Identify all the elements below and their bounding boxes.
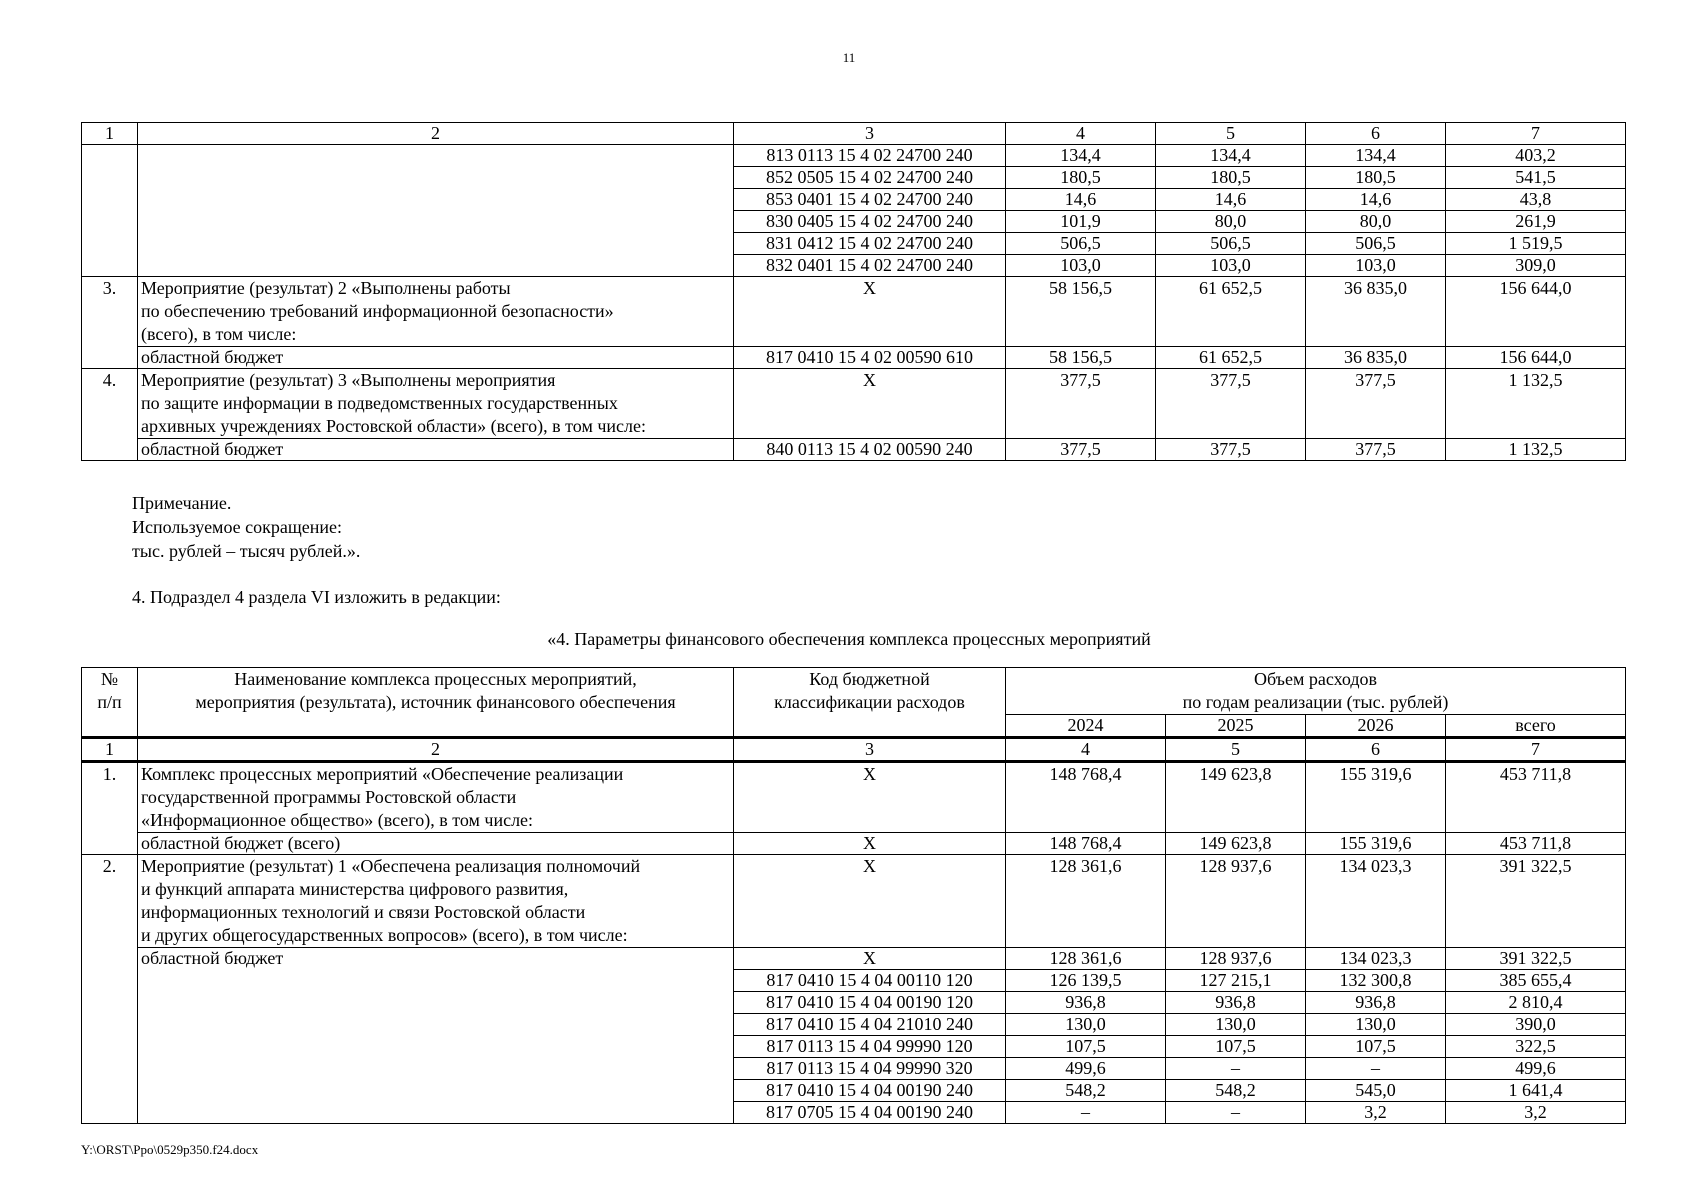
financing-parameters-table [81, 667, 1626, 1124]
item-number: 2. [82, 855, 138, 1124]
value-2025: 377,5 [1156, 439, 1306, 461]
budget-code: Х [734, 833, 1006, 855]
value-2026: 936,8 [1306, 992, 1446, 1014]
empty-cell [138, 145, 734, 277]
funding-source: областной бюджет [138, 347, 734, 369]
value-2025: 61 652,5 [1156, 277, 1306, 347]
value-2025: 103,0 [1156, 255, 1306, 277]
col-index-6: 6 [1306, 123, 1446, 145]
value-2026: 107,5 [1306, 1036, 1446, 1058]
value-2026: 103,0 [1306, 255, 1446, 277]
value-2026: 80,0 [1306, 211, 1446, 233]
header-name: Наименование комплекса процессных мероприятий, мероприятия (результата), источник финансового обеспечения [138, 668, 734, 738]
value-total: 3,2 [1446, 1102, 1626, 1124]
budget-code: 840 0113 15 4 02 00590 240 [734, 439, 1006, 461]
header-number: № п/п [82, 668, 138, 738]
value-2024: 936,8 [1006, 992, 1166, 1014]
budget-code: 817 0410 15 4 04 00190 240 [734, 1080, 1006, 1102]
item-number: 1. [82, 762, 138, 855]
value-2025: 149 623,8 [1166, 762, 1306, 833]
value-2025: 134,4 [1156, 145, 1306, 167]
col-index-2: 2 [138, 123, 734, 145]
item-number: 4. [82, 369, 138, 461]
value-2025: – [1166, 1102, 1306, 1124]
value-2026: 132 300,8 [1306, 970, 1446, 992]
header-row [82, 668, 1626, 715]
col-index-7: 7 [1446, 123, 1626, 145]
value-2024: 128 361,6 [1006, 948, 1166, 970]
value-2024: 14,6 [1006, 189, 1156, 211]
budget-code: Х [734, 369, 1006, 439]
item-name: Мероприятие (результат) 3 «Выполнены мероприятия по защите информации в подведомственных государственных архивных учреждениях Ростовской области» (всего), в том числе: [138, 369, 734, 439]
value-2026: 36 835,0 [1306, 347, 1446, 369]
table-row [82, 347, 1626, 369]
value-2026: 134 023,3 [1306, 855, 1446, 948]
value-2026: 377,5 [1306, 369, 1446, 439]
value-total: 156 644,0 [1446, 347, 1626, 369]
value-2025: 149 623,8 [1166, 833, 1306, 855]
value-2024: 499,6 [1006, 1058, 1166, 1080]
value-2025: 130,0 [1166, 1014, 1306, 1036]
value-2026: 377,5 [1306, 439, 1446, 461]
value-2024: 377,5 [1006, 439, 1156, 461]
value-total: 1 641,4 [1446, 1080, 1626, 1102]
note-abbreviation-label: Используемое сокращение: [132, 517, 342, 537]
note-abbreviation: тыс. рублей – тысяч рублей.». [132, 541, 361, 561]
value-2026: 36 835,0 [1306, 277, 1446, 347]
col-index-3: 3 [734, 123, 1006, 145]
page-number: 11 [842, 50, 856, 65]
value-2024: 130,0 [1006, 1014, 1166, 1036]
value-2024: 506,5 [1006, 233, 1156, 255]
value-2025: 107,5 [1166, 1036, 1306, 1058]
item-name: Мероприятие (результат) 1 «Обеспечена реализация полномочий и функций аппарата министерства цифрового развития, информационных технологий и связи Ростовской области и других общегосударственных вопросов» (всего), в том числе: [138, 855, 734, 948]
budget-code: Х [734, 277, 1006, 347]
value-2026: 134,4 [1306, 145, 1446, 167]
value-2026: 506,5 [1306, 233, 1446, 255]
value-2026: 134 023,3 [1306, 948, 1446, 970]
col-index-3: 3 [734, 738, 1006, 762]
budget-code: 813 0113 15 4 02 24700 240 [734, 145, 1006, 167]
value-2024: 548,2 [1006, 1080, 1166, 1102]
funding-source: областной бюджет (всего) [138, 833, 734, 855]
budget-code: 817 0113 15 4 04 99990 320 [734, 1058, 1006, 1080]
value-2024: 58 156,5 [1006, 277, 1156, 347]
table-row [82, 439, 1626, 461]
budget-code: 817 0113 15 4 04 99990 120 [734, 1036, 1006, 1058]
value-total: 453 711,8 [1446, 833, 1626, 855]
file-path-footer: Y:\ORST\Ppo\0529p350.f24.docx [81, 1142, 259, 1157]
col-index-5: 5 [1156, 123, 1306, 145]
table-row [82, 762, 1626, 833]
value-2024: 58 156,5 [1006, 347, 1156, 369]
budget-code: 817 0705 15 4 04 00190 240 [734, 1102, 1006, 1124]
budget-code: 830 0405 15 4 02 24700 240 [734, 211, 1006, 233]
funding-source: областной бюджет [138, 439, 734, 461]
header-volume: Объем расходов по годам реализации (тыс. рублей) [1006, 668, 1626, 715]
col-index-1: 1 [82, 123, 138, 145]
budget-code: Х [734, 855, 1006, 948]
value-2025: 128 937,6 [1166, 948, 1306, 970]
value-total: 309,0 [1446, 255, 1626, 277]
item-name: Мероприятие (результат) 2 «Выполнены работы по обеспечению требований информационной безопасности» (всего), в том числе: [138, 277, 734, 347]
value-2026: 3,2 [1306, 1102, 1446, 1124]
value-2025: 377,5 [1156, 369, 1306, 439]
budget-code: 852 0505 15 4 02 24700 240 [734, 167, 1006, 189]
table-row [82, 145, 1626, 167]
value-2026: 155 319,6 [1306, 762, 1446, 833]
col-index-6: 6 [1306, 738, 1446, 762]
value-total: 499,6 [1446, 1058, 1626, 1080]
value-2025: 127 215,1 [1166, 970, 1306, 992]
value-total: 390,0 [1446, 1014, 1626, 1036]
header-year-2025: 2025 [1166, 715, 1306, 738]
value-2024: 377,5 [1006, 369, 1156, 439]
col-index-4: 4 [1006, 738, 1166, 762]
value-2025: 936,8 [1166, 992, 1306, 1014]
value-2025: 61 652,5 [1156, 347, 1306, 369]
value-2026: 14,6 [1306, 189, 1446, 211]
value-2024: – [1006, 1102, 1166, 1124]
financing-table-continuation [81, 122, 1626, 461]
table-row [82, 833, 1626, 855]
value-2026: – [1306, 1058, 1446, 1080]
value-total: 261,9 [1446, 211, 1626, 233]
col-index-4: 4 [1006, 123, 1156, 145]
amendment-paragraph: 4. Подраздел 4 раздела VI изложить в редакции: [132, 587, 501, 607]
value-total: 391 322,5 [1446, 855, 1626, 948]
value-2024: 101,9 [1006, 211, 1156, 233]
value-total: 1 132,5 [1446, 439, 1626, 461]
header-total: всего [1446, 715, 1626, 738]
table-row [82, 855, 1626, 948]
col-index-2: 2 [138, 738, 734, 762]
section-title: «4. Параметры финансового обеспечения комплекса процессных мероприятий [547, 629, 1151, 649]
value-2024: 128 361,6 [1006, 855, 1166, 948]
header-budget-code: Код бюджетной классификации расходов [734, 668, 1006, 738]
value-2026: 545,0 [1306, 1080, 1446, 1102]
value-2025: 180,5 [1156, 167, 1306, 189]
value-total: 43,8 [1446, 189, 1626, 211]
budget-code: 817 0410 15 4 04 21010 240 [734, 1014, 1006, 1036]
table-row [82, 277, 1626, 347]
empty-cell [82, 145, 138, 277]
value-total: 453 711,8 [1446, 762, 1626, 833]
value-2026: 180,5 [1306, 167, 1446, 189]
value-2025: – [1166, 1058, 1306, 1080]
value-2025: 548,2 [1166, 1080, 1306, 1102]
budget-code: 817 0410 15 4 04 00110 120 [734, 970, 1006, 992]
value-2025: 506,5 [1156, 233, 1306, 255]
value-2026: 155 319,6 [1306, 833, 1446, 855]
value-total: 156 644,0 [1446, 277, 1626, 347]
value-total: 2 810,4 [1446, 992, 1626, 1014]
budget-code: 853 0401 15 4 02 24700 240 [734, 189, 1006, 211]
funding-source: областной бюджет [138, 948, 734, 1124]
value-2025: 14,6 [1156, 189, 1306, 211]
value-2024: 126 139,5 [1006, 970, 1166, 992]
value-2024: 107,5 [1006, 1036, 1166, 1058]
value-2024: 180,5 [1006, 167, 1156, 189]
col-index-1: 1 [82, 738, 138, 762]
value-2024: 134,4 [1006, 145, 1156, 167]
column-index-row [82, 738, 1626, 762]
budget-code: 831 0412 15 4 02 24700 240 [734, 233, 1006, 255]
value-total: 1 519,5 [1446, 233, 1626, 255]
value-2025: 80,0 [1156, 211, 1306, 233]
value-total: 541,5 [1446, 167, 1626, 189]
budget-code: 832 0401 15 4 02 24700 240 [734, 255, 1006, 277]
note-heading: Примечание. [132, 493, 232, 513]
value-2026: 130,0 [1306, 1014, 1446, 1036]
budget-code: 817 0410 15 4 04 00190 120 [734, 992, 1006, 1014]
value-total: 391 322,5 [1446, 948, 1626, 970]
column-index-row [82, 123, 1626, 145]
header-year-2024: 2024 [1006, 715, 1166, 738]
value-2025: 128 937,6 [1166, 855, 1306, 948]
item-number: 3. [82, 277, 138, 369]
value-total: 403,2 [1446, 145, 1626, 167]
value-2024: 148 768,4 [1006, 762, 1166, 833]
col-index-5: 5 [1166, 738, 1306, 762]
budget-code: Х [734, 762, 1006, 833]
value-total: 322,5 [1446, 1036, 1626, 1058]
table-row [82, 948, 1626, 970]
value-2024: 148 768,4 [1006, 833, 1166, 855]
value-total: 1 132,5 [1446, 369, 1626, 439]
col-index-7: 7 [1446, 738, 1626, 762]
budget-code: 817 0410 15 4 02 00590 610 [734, 347, 1006, 369]
value-total: 385 655,4 [1446, 970, 1626, 992]
value-2024: 103,0 [1006, 255, 1156, 277]
table-row [82, 369, 1626, 439]
item-name: Комплекс процессных мероприятий «Обеспечение реализации государственной программы Ростовской области «Информационное общество» (всего), в том числе: [138, 762, 734, 833]
header-year-2026: 2026 [1306, 715, 1446, 738]
budget-code: Х [734, 948, 1006, 970]
